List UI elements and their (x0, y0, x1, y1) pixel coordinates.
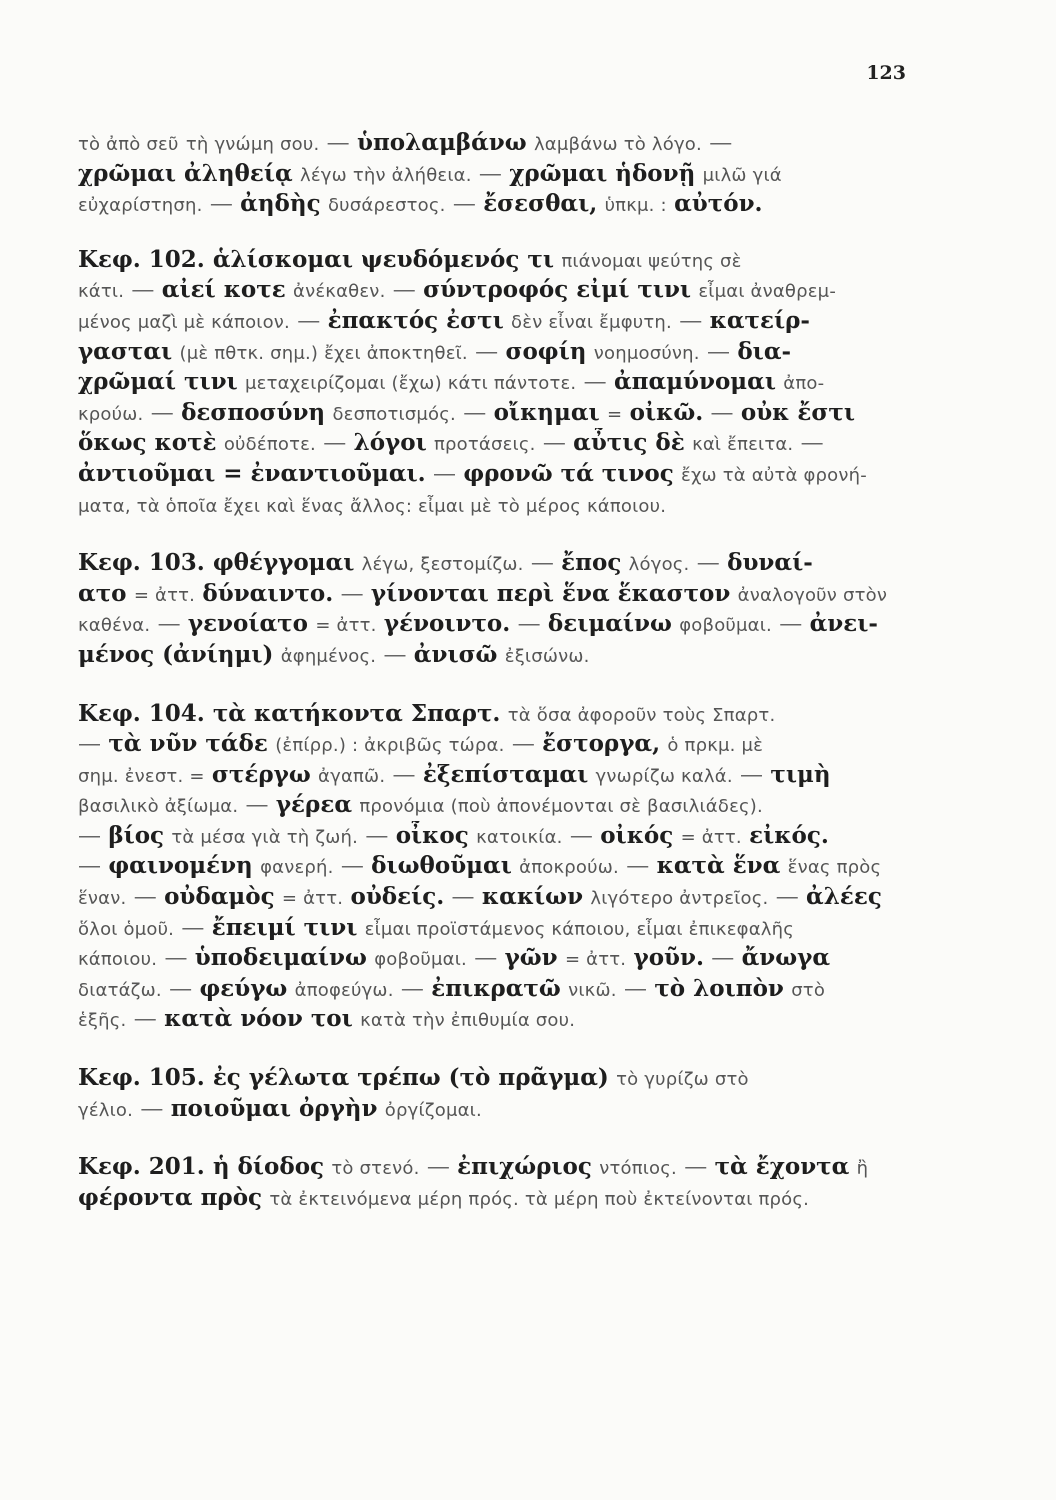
text-line (78, 913, 933, 944)
text-line (78, 790, 933, 821)
gloss: κατοικία. (476, 826, 563, 848)
headword: γένοιντο. (383, 610, 511, 638)
text-line (78, 729, 933, 760)
headword: Κεφ. 201. ἡ δίοδος (78, 1153, 325, 1181)
headword: ἐπιχώριος (457, 1153, 592, 1181)
dash-separator: — (768, 884, 807, 911)
gloss: καθένα. (78, 615, 151, 637)
text-line (78, 851, 933, 882)
headword: Κεφ. 103. φθέγγομαι (78, 549, 355, 577)
dash-separator: — (419, 1154, 458, 1181)
text-line (78, 306, 933, 337)
text-line (78, 398, 933, 429)
dash-separator: — (150, 611, 188, 638)
gloss: ντόπιος. (599, 1158, 677, 1180)
paragraph-gap (78, 520, 933, 548)
dash-separator: — (466, 945, 505, 972)
text-line (78, 428, 933, 459)
text-line (78, 490, 933, 521)
headword: σοφίη (505, 337, 587, 365)
text-line (78, 275, 933, 306)
gloss: = (607, 403, 623, 425)
dash-separator: — (618, 853, 657, 880)
headword: ἄνωγα (741, 944, 831, 972)
text-line (78, 821, 933, 852)
headword: ἔπειμί τινι (211, 913, 358, 941)
gloss: ἀποφεύγω. (294, 979, 394, 1001)
gloss: φοβοῦμαι. (679, 615, 772, 637)
text-line (78, 1152, 933, 1183)
text-line (78, 760, 933, 791)
headword: κατὰ ἕνα (656, 852, 781, 880)
headword: γασται (78, 337, 173, 365)
gloss: προτάσεις. (434, 434, 536, 456)
gloss: τὰ μέσα γιὰ τὴ ζωή. (171, 826, 359, 848)
headword: Κεφ. 105. ἐς γέλωτα τρέπω (τὸ πρᾶγμα) (78, 1064, 609, 1092)
dash-separator: — (793, 430, 824, 457)
gloss: νοημοσύνη. (593, 342, 700, 364)
dash-separator: — (425, 460, 464, 487)
headword: οὐκ ἔστι (740, 398, 855, 426)
headword: αὐτόν. (674, 190, 763, 218)
headword: οἶκος (395, 821, 469, 849)
dash-separator: — (576, 369, 614, 396)
gloss: προνόμια (ποὺ ἀπονέμονται σὲ βασιλιάδες). (359, 796, 763, 818)
headword: ὑποδειμαίνω (194, 944, 367, 972)
headword: χρῶμαι ἀληθείᾳ (78, 159, 293, 187)
dash-separator: — (333, 580, 371, 607)
text-line (78, 128, 933, 159)
text-line (78, 974, 933, 1005)
headword: ποιοῦμαι ὀργὴν (170, 1094, 378, 1122)
gloss: εἶμαι προϊστάμενος κάποιου, εἶμαι ἐπικεφαλῆς (364, 918, 794, 940)
gloss: λέγω, ξεστομίζω. (361, 554, 524, 576)
text-line (78, 159, 933, 190)
gloss: δὲν εἶναι ἔμφυτη. (511, 311, 672, 333)
gloss: εἶμαι ἀναθρεμ- (698, 281, 837, 303)
dash-separator: — (78, 731, 109, 758)
gloss: οὐδέποτε. (223, 434, 316, 456)
gloss: σημ. ἐνεστ. = (78, 765, 205, 787)
headword: ὅκως κοτὲ (78, 429, 217, 457)
dash-separator: — (161, 975, 200, 1002)
headword: τιμὴ (770, 760, 831, 788)
text-line (78, 245, 933, 276)
headword: εἰκός. (749, 821, 829, 849)
headword: ἀλέες (806, 883, 882, 911)
text-line (78, 337, 933, 368)
gloss: ἀπο- (783, 373, 825, 395)
headword: ἀηδὴς (240, 190, 321, 218)
headword: ἐπικρατῶ (431, 974, 561, 1002)
headword: γίνονται περὶ ἕνα ἕκαστον (370, 579, 731, 607)
headword: Κεφ. 102. ἁλίσκομαι ψευδόμενός τι (78, 245, 554, 273)
dash-separator: — (523, 550, 562, 577)
gloss: μένος μαζὶ μὲ κάποιον. (78, 311, 290, 333)
dash-separator: — (157, 945, 195, 972)
dash-separator: — (676, 1154, 715, 1181)
dash-separator: — (319, 130, 357, 156)
headword: ἀντιοῦμαι = ἐναντιοῦμαι. (78, 459, 426, 487)
gloss: = ἀττ. (281, 888, 344, 910)
dash-separator: — (504, 731, 543, 758)
headword: φαινομένη (108, 852, 253, 880)
headword: ἔπος (561, 549, 622, 577)
dash-separator: — (701, 130, 733, 156)
text-line (78, 882, 933, 913)
dash-separator: — (703, 399, 741, 426)
headword: δύναιντο. (202, 579, 334, 607)
gloss: λόγος. (628, 554, 690, 576)
gloss: τὸ στενό. (331, 1158, 420, 1180)
gloss: μεταχειρίζομαι (ἔχω) κάτι πάντοτε. (245, 373, 577, 395)
gloss: ὑπκμ. : (604, 195, 667, 217)
headword: ἐξεπίσταμαι (422, 760, 589, 788)
gloss: (ἐπίρρ.) : ἀκριβῶς τώρα. (275, 735, 505, 757)
headword: ἐπακτός ἐστι (327, 306, 504, 334)
gloss: γνωρίζω καλά. (595, 765, 733, 787)
dash-separator: — (289, 307, 328, 334)
gloss: διατάζω. (78, 979, 162, 1001)
headword: ἀπαμύνομαι (613, 368, 776, 396)
headword: ἔστοργα, (542, 730, 661, 758)
dash-separator: — (385, 277, 424, 304)
gloss: ἔχω τὰ αὐτὰ φρονή- (681, 464, 867, 486)
text-line (78, 1004, 933, 1035)
dash-separator: — (535, 430, 574, 457)
paragraph-gap (78, 1035, 933, 1063)
dash-separator: — (174, 914, 212, 941)
headword: γῶν (504, 944, 558, 972)
gloss: τὰ ὅσα ἀφοροῦν τοὺς Σπαρτ. (507, 704, 776, 726)
gloss: καὶ ἔπειτα. (692, 434, 794, 456)
headword: κατὰ νόον τοι (164, 1005, 353, 1033)
headword: γοῦν. (633, 944, 704, 972)
dash-separator: — (671, 307, 710, 334)
headword: τὰ νῦν τάδε (108, 730, 268, 758)
headword: δια- (737, 337, 792, 365)
paragraph-gap (78, 1124, 933, 1152)
paragraph-gap (78, 671, 933, 699)
gloss: = ἀττ. (680, 826, 742, 848)
headword: στέργω (211, 760, 311, 788)
headword: φεύγω (199, 974, 288, 1002)
headword: οὐδαμὸς (164, 883, 275, 911)
headword: λόγοι (353, 429, 427, 457)
dash-separator: — (238, 792, 276, 819)
dash-separator: — (771, 611, 810, 638)
gloss: = ἀττ. (133, 584, 196, 606)
gloss: ἀνέκαθεν. (293, 281, 386, 303)
text-line (78, 1094, 933, 1125)
gloss: δεσποτισμός. (332, 403, 456, 425)
gloss: ἀφημένος. (280, 645, 377, 667)
dash-separator: — (510, 611, 548, 638)
gloss: ἀγαπῶ. (318, 765, 386, 787)
gloss: λιγότερο ἀντρεῖος. (590, 888, 769, 910)
dash-separator: — (616, 975, 655, 1002)
gloss: ὁ πρκμ. μὲ (667, 735, 764, 757)
headword: σύντροφός εἰμί τινι (423, 276, 692, 304)
headword: οἰκῶ. (629, 398, 704, 426)
gloss: φοβοῦμαι. (374, 949, 467, 971)
dash-separator: — (385, 761, 423, 788)
text-line (78, 1063, 933, 1094)
gloss: μιλῶ γιά (702, 164, 782, 186)
gloss: ὀργίζομαι. (384, 1099, 482, 1121)
text-line (78, 943, 933, 974)
headword: κακίων (481, 883, 584, 911)
gloss: κρούω. (78, 403, 144, 425)
headword: κατείρ- (709, 306, 810, 334)
dash-separator: — (703, 945, 742, 972)
page-number: 123 (866, 62, 906, 84)
headword: τὸ λοιπὸν (654, 974, 784, 1002)
headword: δειμαίνω (547, 610, 672, 638)
headword: βίος (108, 821, 165, 849)
headword: τὰ ἔχοντα (714, 1153, 850, 1181)
headword: αὖτις δὲ (573, 429, 685, 457)
gloss: κάποιου. (78, 949, 158, 971)
text-line (78, 548, 933, 579)
gloss: βασιλικὸ ἀξίωμα. (78, 796, 239, 818)
gloss: κατὰ τὴν ἐπιθυμία σου. (360, 1010, 576, 1032)
gloss: γέλιο. (78, 1099, 134, 1121)
gloss: λέγω τὴν ἀλήθεια. (300, 164, 472, 186)
text-line (78, 459, 933, 490)
gloss: ἕνας πρὸς (787, 857, 882, 879)
body-text (78, 128, 933, 1213)
dash-separator: — (444, 884, 482, 911)
dash-separator: — (124, 277, 162, 304)
dash-separator: — (445, 191, 484, 218)
headword: ἀνει- (809, 610, 878, 638)
dash-separator: — (699, 338, 738, 365)
paragraph-gap (78, 220, 933, 245)
dash-separator: — (689, 550, 728, 577)
headword: οὐδείς. (350, 883, 445, 911)
dash-separator: — (455, 399, 494, 426)
dash-separator: — (732, 761, 771, 788)
dash-separator: — (376, 641, 414, 668)
headword: διωθοῦμαι (371, 852, 512, 880)
gloss: δυσάρεστος. (327, 195, 446, 217)
headword: μένος (ἀνίημι) (78, 640, 274, 668)
gloss: = ἀττ. (564, 949, 627, 971)
gloss: ἢ (856, 1158, 869, 1180)
headword: αἰεί κοτε (161, 276, 286, 304)
headword: γέρεα (275, 791, 353, 819)
headword: χρῶμαι ἡδονῇ (509, 159, 696, 187)
gloss: τὸ ἀπὸ σεῦ (78, 134, 179, 155)
dash-separator: — (333, 853, 372, 880)
dash-separator: — (78, 822, 109, 849)
text-line (78, 640, 933, 671)
gloss: εὐχαρίστηση. (78, 195, 203, 217)
gloss: πιάνομαι ψεύτης σὲ (561, 250, 742, 272)
gloss: τὸ γυρίζω στὸ (616, 1069, 749, 1091)
gloss: τὴ γνώμη σου. (185, 134, 320, 155)
gloss: φανερή. (260, 857, 334, 879)
dash-separator: — (133, 1095, 171, 1122)
headword: χρῶμαί τινι (78, 368, 238, 396)
dash-separator: — (126, 1006, 165, 1033)
headword: οἰκός (600, 821, 674, 849)
headword: οἴκημαι (493, 398, 600, 426)
headword: ατο (78, 579, 127, 607)
gloss: νικῶ. (568, 979, 617, 1001)
headword: φρονῶ τά τινος (463, 459, 674, 487)
headword: δυναί- (727, 549, 813, 577)
dash-separator: — (467, 338, 506, 365)
gloss: ὅλοι ὁμοῦ. (78, 918, 175, 940)
headword: ἔσεσθαι, (483, 190, 598, 218)
dash-separator: — (358, 822, 396, 849)
gloss: ἀποκρούω. (519, 857, 619, 879)
headword: φέροντα πρὸς (78, 1183, 263, 1211)
dash-separator: — (315, 430, 354, 457)
dash-separator: — (393, 975, 432, 1002)
dash-separator: — (143, 399, 182, 426)
gloss: λαμβάνω τὸ λόγο. (533, 134, 702, 155)
headword: γενοίατο (187, 610, 309, 638)
headword: δεσποσύνη (181, 398, 326, 426)
gloss: ἑξῆς. (78, 1010, 127, 1032)
gloss: ἐξισώνω. (504, 645, 590, 667)
text-line (78, 699, 933, 730)
gloss: ματα, τὰ ὁποῖα ἔχει καὶ ἕνας ἄλλος: εἶμαι μὲ τὸ μέρος κάποιου. (78, 495, 667, 517)
text-line (78, 609, 933, 640)
dash-separator: — (202, 191, 241, 218)
text-line (78, 189, 933, 220)
text-line (78, 1183, 933, 1214)
gloss: κάτι. (78, 281, 125, 303)
gloss: ἀναλογοῦν στὸν (737, 584, 888, 606)
dash-separator: — (126, 884, 165, 911)
text-line (78, 367, 933, 398)
gloss: στὸ (791, 979, 826, 1001)
headword: ὑπολαμβάνω (357, 129, 527, 156)
headword: Κεφ. 104. τὰ κατήκοντα Σπαρτ. (78, 699, 501, 727)
headword: ἀνισῶ (413, 640, 498, 668)
gloss: = ἀττ. (315, 615, 377, 637)
dash-separator: — (78, 853, 109, 880)
dash-separator: — (471, 160, 510, 187)
gloss: ἕναν. (78, 888, 127, 910)
dash-separator: — (562, 822, 601, 849)
text-line (78, 579, 933, 610)
gloss: τὰ ἐκτεινόμενα μέρη πρός. τὰ μέρη ποὺ ἐκτείνονται πρός. (269, 1188, 810, 1210)
gloss: (μὲ πθτκ. σημ.) ἔχει ἀποκτηθεῖ. (179, 342, 468, 364)
